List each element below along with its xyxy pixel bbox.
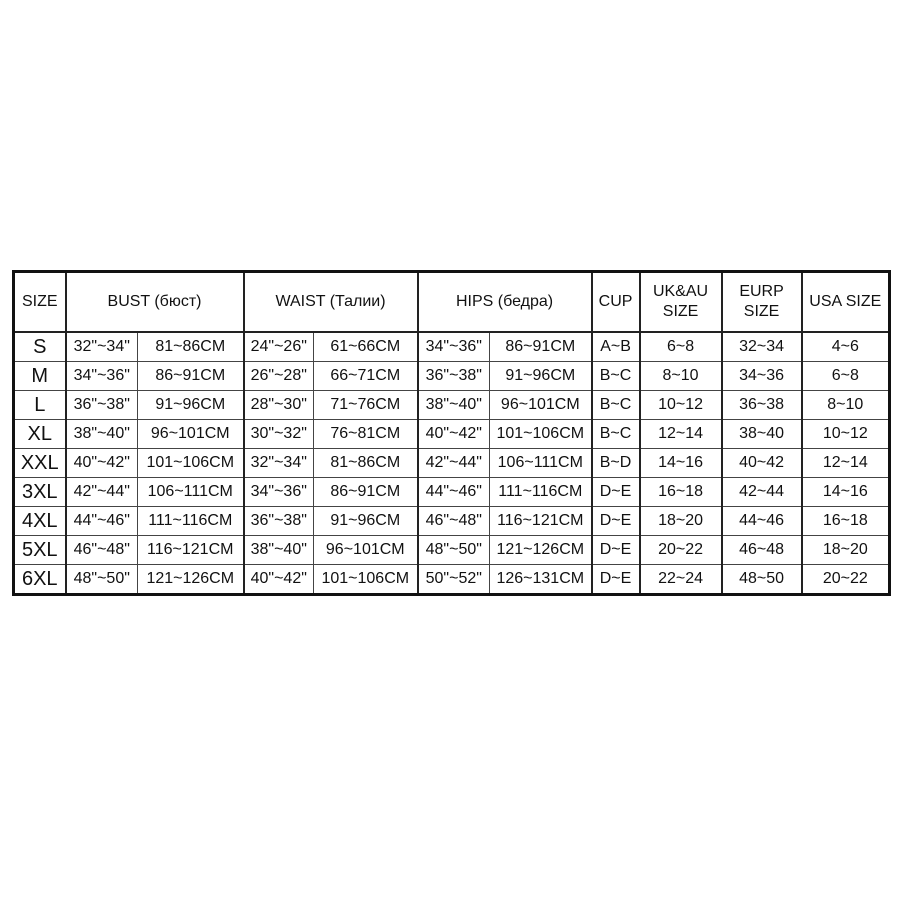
cell-eurp-size: 40~42 xyxy=(722,449,802,478)
cell-bust-cm: 86~91CM xyxy=(138,362,244,391)
cell-cup: D~E xyxy=(592,565,640,595)
cell-hips-cm: 96~101CM xyxy=(490,391,592,420)
cell-waist-cm: 66~71CM xyxy=(314,362,418,391)
header-cup: CUP xyxy=(592,272,640,333)
cell-waist-inch: 30"~32" xyxy=(244,420,314,449)
header-hips: HIPS (бедра) xyxy=(418,272,592,333)
header-size: SIZE xyxy=(14,272,66,333)
table-row xyxy=(14,362,890,391)
header-usa-size: USA SIZE xyxy=(802,272,890,333)
cell-bust-cm: 81~86CM xyxy=(138,332,244,362)
table-row xyxy=(14,536,890,565)
cell-uk-au-size: 6~8 xyxy=(640,332,722,362)
cell-bust-cm: 96~101CM xyxy=(138,420,244,449)
cell-eurp-size: 34~36 xyxy=(722,362,802,391)
cell-hips-cm: 126~131CM xyxy=(490,565,592,595)
cell-waist-inch: 40"~42" xyxy=(244,565,314,595)
cell-usa-size: 10~12 xyxy=(802,420,890,449)
header-eurp-size xyxy=(722,272,802,333)
cell-waist-cm: 76~81CM xyxy=(314,420,418,449)
cell-uk-au-size: 14~16 xyxy=(640,449,722,478)
cell-cup: B~D xyxy=(592,449,640,478)
cell-uk-au-size: 20~22 xyxy=(640,536,722,565)
cell-hips-inch: 46"~48" xyxy=(418,507,490,536)
cell-eurp-size: 42~44 xyxy=(722,478,802,507)
cell-bust-cm: 116~121CM xyxy=(138,536,244,565)
cell-usa-size: 8~10 xyxy=(802,391,890,420)
cell-bust-inch: 40"~42" xyxy=(66,449,138,478)
cell-bust-cm: 101~106CM xyxy=(138,449,244,478)
cell-hips-inch: 42"~44" xyxy=(418,449,490,478)
cell-bust-inch: 44"~46" xyxy=(66,507,138,536)
cell-waist-inch: 36"~38" xyxy=(244,507,314,536)
cell-waist-inch: 28"~30" xyxy=(244,391,314,420)
cell-waist-inch: 38"~40" xyxy=(244,536,314,565)
cell-size: 4XL xyxy=(14,507,66,536)
cell-bust-inch: 34"~36" xyxy=(66,362,138,391)
cell-usa-size: 14~16 xyxy=(802,478,890,507)
cell-waist-cm: 86~91CM xyxy=(314,478,418,507)
cell-cup: B~C xyxy=(592,362,640,391)
cell-cup: B~C xyxy=(592,391,640,420)
cell-waist-inch: 32"~34" xyxy=(244,449,314,478)
cell-usa-size: 4~6 xyxy=(802,332,890,362)
cell-hips-inch: 34"~36" xyxy=(418,332,490,362)
cell-bust-cm: 91~96CM xyxy=(138,391,244,420)
cell-uk-au-size: 12~14 xyxy=(640,420,722,449)
cell-waist-cm: 96~101CM xyxy=(314,536,418,565)
header-waist: WAIST (Талии) xyxy=(244,272,418,333)
cell-waist-cm: 91~96CM xyxy=(314,507,418,536)
cell-hips-inch: 36"~38" xyxy=(418,362,490,391)
size-chart-table xyxy=(12,270,891,596)
table-row xyxy=(14,332,890,362)
cell-cup: D~E xyxy=(592,478,640,507)
cell-hips-inch: 50"~52" xyxy=(418,565,490,595)
cell-waist-cm: 101~106CM xyxy=(314,565,418,595)
table-row xyxy=(14,420,890,449)
cell-uk-au-size: 8~10 xyxy=(640,362,722,391)
cell-waist-cm: 61~66CM xyxy=(314,332,418,362)
table-row xyxy=(14,507,890,536)
cell-bust-cm: 106~111CM xyxy=(138,478,244,507)
cell-hips-cm: 116~121CM xyxy=(490,507,592,536)
header-row xyxy=(14,272,890,333)
table-row xyxy=(14,478,890,507)
table-body xyxy=(14,332,890,595)
cell-cup: A~B xyxy=(592,332,640,362)
cell-uk-au-size: 18~20 xyxy=(640,507,722,536)
table-row xyxy=(14,391,890,420)
cell-hips-cm: 106~111CM xyxy=(490,449,592,478)
cell-size: M xyxy=(14,362,66,391)
cell-cup: B~C xyxy=(592,420,640,449)
cell-size: XXL xyxy=(14,449,66,478)
header-eurp-line2: SIZE xyxy=(743,303,780,320)
cell-bust-inch: 32"~34" xyxy=(66,332,138,362)
cell-eurp-size: 38~40 xyxy=(722,420,802,449)
cell-size: 3XL xyxy=(14,478,66,507)
cell-size: 6XL xyxy=(14,565,66,595)
cell-bust-cm: 111~116CM xyxy=(138,507,244,536)
cell-hips-cm: 111~116CM xyxy=(490,478,592,507)
table-row xyxy=(14,565,890,595)
cell-bust-inch: 48"~50" xyxy=(66,565,138,595)
cell-waist-inch: 34"~36" xyxy=(244,478,314,507)
cell-cup: D~E xyxy=(592,536,640,565)
cell-hips-inch: 38"~40" xyxy=(418,391,490,420)
cell-hips-inch: 48"~50" xyxy=(418,536,490,565)
header-uk-au-line1: UK&AU xyxy=(652,283,709,300)
cell-waist-inch: 26"~28" xyxy=(244,362,314,391)
cell-eurp-size: 44~46 xyxy=(722,507,802,536)
cell-uk-au-size: 22~24 xyxy=(640,565,722,595)
cell-bust-inch: 46"~48" xyxy=(66,536,138,565)
cell-uk-au-size: 16~18 xyxy=(640,478,722,507)
cell-waist-cm: 81~86CM xyxy=(314,449,418,478)
cell-size: S xyxy=(14,332,66,362)
cell-bust-inch: 36"~38" xyxy=(66,391,138,420)
header-eurp-line1: EURP xyxy=(739,283,784,300)
header-uk-au-size xyxy=(640,272,722,333)
cell-usa-size: 20~22 xyxy=(802,565,890,595)
cell-bust-inch: 42"~44" xyxy=(66,478,138,507)
cell-eurp-size: 36~38 xyxy=(722,391,802,420)
cell-bust-inch: 38"~40" xyxy=(66,420,138,449)
cell-size: XL xyxy=(14,420,66,449)
header-bust: BUST (бюст) xyxy=(66,272,244,333)
cell-usa-size: 6~8 xyxy=(802,362,890,391)
cell-cup: D~E xyxy=(592,507,640,536)
table-row xyxy=(14,449,890,478)
cell-usa-size: 16~18 xyxy=(802,507,890,536)
cell-hips-cm: 101~106CM xyxy=(490,420,592,449)
cell-hips-cm: 121~126CM xyxy=(490,536,592,565)
cell-hips-inch: 44"~46" xyxy=(418,478,490,507)
cell-uk-au-size: 10~12 xyxy=(640,391,722,420)
cell-eurp-size: 46~48 xyxy=(722,536,802,565)
header-uk-au-line2: SIZE xyxy=(662,303,699,320)
cell-hips-cm: 91~96CM xyxy=(490,362,592,391)
cell-size: L xyxy=(14,391,66,420)
cell-waist-inch: 24"~26" xyxy=(244,332,314,362)
cell-eurp-size: 32~34 xyxy=(722,332,802,362)
cell-waist-cm: 71~76CM xyxy=(314,391,418,420)
cell-bust-cm: 121~126CM xyxy=(138,565,244,595)
table-header xyxy=(14,272,890,333)
cell-hips-cm: 86~91CM xyxy=(490,332,592,362)
cell-hips-inch: 40"~42" xyxy=(418,420,490,449)
cell-eurp-size: 48~50 xyxy=(722,565,802,595)
cell-usa-size: 12~14 xyxy=(802,449,890,478)
cell-usa-size: 18~20 xyxy=(802,536,890,565)
cell-size: 5XL xyxy=(14,536,66,565)
